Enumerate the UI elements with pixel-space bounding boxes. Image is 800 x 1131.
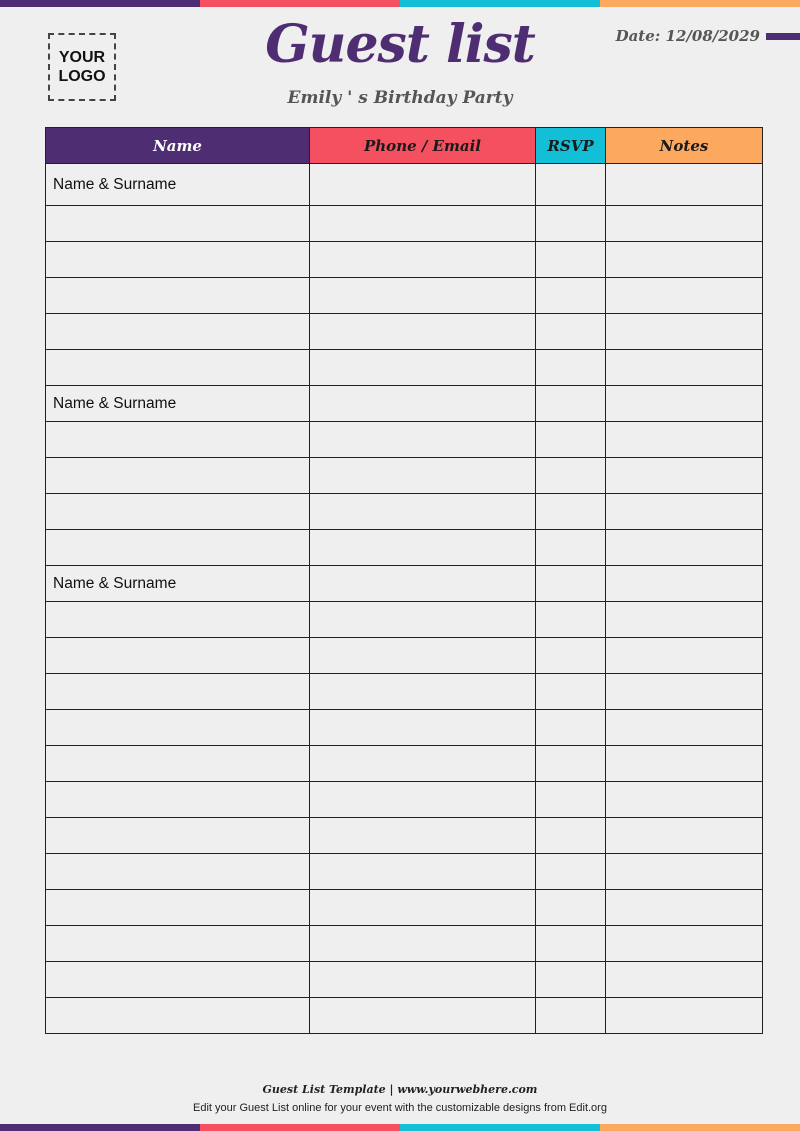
page-title: Guest list <box>265 14 535 75</box>
cell-notes[interactable] <box>606 494 763 530</box>
table-row <box>46 710 763 746</box>
cell-name[interactable] <box>46 530 310 566</box>
cell-rsvp[interactable] <box>536 746 606 782</box>
table-row <box>46 854 763 890</box>
cell-name[interactable] <box>46 962 310 998</box>
cell-name[interactable] <box>46 458 310 494</box>
header-notes: Notes <box>606 128 763 164</box>
cell-phone-email[interactable] <box>310 890 536 926</box>
bottom-color-stripe <box>0 1124 800 1131</box>
cell-notes[interactable] <box>606 350 763 386</box>
cell-name[interactable] <box>46 854 310 890</box>
table-row <box>46 278 763 314</box>
cell-name[interactable] <box>46 998 310 1034</box>
header-row <box>46 128 763 164</box>
cell-phone-email[interactable] <box>310 782 536 818</box>
table-row <box>46 926 763 962</box>
date-accent-bar <box>766 33 800 40</box>
cell-notes[interactable] <box>606 890 763 926</box>
cell-name[interactable] <box>46 422 310 458</box>
cell-rsvp[interactable] <box>536 242 606 278</box>
cell-phone-email[interactable] <box>310 242 536 278</box>
cell-phone-email[interactable] <box>310 710 536 746</box>
cell-name[interactable] <box>46 314 310 350</box>
logo-line-1: YOUR <box>58 49 106 66</box>
cell-name[interactable]: Name & Surname <box>46 566 310 602</box>
cell-name[interactable] <box>46 710 310 746</box>
cell-name[interactable] <box>46 602 310 638</box>
cell-rsvp[interactable] <box>536 386 606 422</box>
cell-name[interactable] <box>46 242 310 278</box>
table-row <box>46 458 763 494</box>
cell-name[interactable] <box>46 746 310 782</box>
table-row <box>46 530 763 566</box>
header-rsvp: RSVP <box>536 128 606 164</box>
stripe-cyan <box>400 0 600 7</box>
cell-rsvp[interactable] <box>536 278 606 314</box>
cell-notes[interactable] <box>606 566 763 602</box>
table-row <box>46 206 763 242</box>
cell-notes[interactable] <box>606 674 763 710</box>
cell-notes[interactable] <box>606 458 763 494</box>
cell-rsvp[interactable] <box>536 926 606 962</box>
footer-template-line: Guest List Template | www.yourwebhere.com <box>262 1083 538 1096</box>
cell-notes[interactable] <box>606 998 763 1034</box>
cell-notes[interactable] <box>606 926 763 962</box>
cell-notes[interactable] <box>606 962 763 998</box>
logo-line-2: LOGO <box>58 68 106 85</box>
cell-phone-email[interactable] <box>310 962 536 998</box>
cell-notes[interactable] <box>606 638 763 674</box>
cell-notes[interactable] <box>606 854 763 890</box>
cell-phone-email[interactable] <box>310 998 536 1034</box>
table-row <box>46 566 763 602</box>
stripe-orange <box>600 1124 800 1131</box>
cell-notes[interactable] <box>606 782 763 818</box>
cell-phone-email[interactable] <box>310 602 536 638</box>
cell-name[interactable] <box>46 674 310 710</box>
table-row <box>46 386 763 422</box>
cell-notes[interactable] <box>606 710 763 746</box>
cell-phone-email[interactable] <box>310 278 536 314</box>
cell-notes[interactable] <box>606 314 763 350</box>
cell-phone-email[interactable] <box>310 818 536 854</box>
cell-rsvp[interactable] <box>536 638 606 674</box>
cell-rsvp[interactable] <box>536 674 606 710</box>
cell-notes[interactable] <box>606 530 763 566</box>
table-row <box>46 746 763 782</box>
cell-phone-email[interactable] <box>310 566 536 602</box>
table-row <box>46 314 763 350</box>
cell-notes[interactable] <box>606 206 763 242</box>
cell-rsvp[interactable] <box>536 314 606 350</box>
cell-name[interactable] <box>46 278 310 314</box>
cell-phone-email[interactable] <box>310 422 536 458</box>
cell-rsvp[interactable] <box>536 854 606 890</box>
cell-phone-email[interactable] <box>310 638 536 674</box>
cell-name[interactable] <box>46 350 310 386</box>
table-row <box>46 674 763 710</box>
cell-name[interactable] <box>46 782 310 818</box>
cell-rsvp[interactable] <box>536 602 606 638</box>
cell-notes[interactable] <box>606 242 763 278</box>
cell-name[interactable] <box>46 926 310 962</box>
stripe-purple <box>0 0 200 7</box>
cell-rsvp[interactable] <box>536 962 606 998</box>
table-row <box>46 350 763 386</box>
date-block <box>616 27 800 45</box>
cell-rsvp[interactable] <box>536 710 606 746</box>
cell-notes[interactable] <box>606 422 763 458</box>
table-row <box>46 782 763 818</box>
cell-rsvp[interactable] <box>536 530 606 566</box>
table-row <box>46 638 763 674</box>
table-row <box>46 164 763 206</box>
cell-rsvp[interactable] <box>536 566 606 602</box>
cell-name[interactable] <box>46 206 310 242</box>
cell-rsvp[interactable] <box>536 422 606 458</box>
page-subtitle: Emily ' s Birthday Party <box>287 88 513 108</box>
cell-phone-email[interactable] <box>310 458 536 494</box>
cell-phone-email[interactable] <box>310 926 536 962</box>
cell-notes[interactable] <box>606 386 763 422</box>
stripe-red <box>200 1124 400 1131</box>
cell-rsvp[interactable] <box>536 890 606 926</box>
cell-phone-email[interactable] <box>310 314 536 350</box>
cell-name[interactable] <box>46 494 310 530</box>
cell-name[interactable] <box>46 818 310 854</box>
table-row <box>46 890 763 926</box>
cell-notes[interactable] <box>606 278 763 314</box>
date-text: Date: 12/08/2029 <box>615 27 760 45</box>
cell-phone-email[interactable] <box>310 206 536 242</box>
cell-name[interactable] <box>46 638 310 674</box>
table-row <box>46 998 763 1034</box>
table-row <box>46 962 763 998</box>
header-phone-email: Phone / Email <box>310 128 536 164</box>
cell-rsvp[interactable] <box>536 164 606 206</box>
cell-phone-email[interactable] <box>310 530 536 566</box>
cell-notes[interactable] <box>606 746 763 782</box>
stripe-cyan <box>400 1124 600 1131</box>
table-row <box>46 494 763 530</box>
cell-rsvp[interactable] <box>536 206 606 242</box>
cell-notes[interactable] <box>606 164 763 206</box>
cell-name[interactable]: Name & Surname <box>46 386 310 422</box>
table-row <box>46 602 763 638</box>
cell-notes[interactable] <box>606 818 763 854</box>
cell-phone-email[interactable] <box>310 854 536 890</box>
cell-rsvp[interactable] <box>536 782 606 818</box>
table-row <box>46 242 763 278</box>
header-name: Name <box>46 128 310 164</box>
cell-phone-email[interactable] <box>310 164 536 206</box>
cell-name[interactable] <box>46 890 310 926</box>
table-row <box>46 818 763 854</box>
cell-phone-email[interactable] <box>310 746 536 782</box>
cell-rsvp[interactable] <box>536 494 606 530</box>
cell-phone-email[interactable] <box>310 350 536 386</box>
top-color-stripe <box>0 0 800 7</box>
cell-name[interactable]: Name & Surname <box>46 164 310 206</box>
footer-edit-line: Edit your Guest List online for your event with the customizable designs from Edit.org <box>193 1102 607 1114</box>
cell-rsvp[interactable] <box>536 998 606 1034</box>
cell-rsvp[interactable] <box>536 350 606 386</box>
cell-rsvp[interactable] <box>536 458 606 494</box>
cell-notes[interactable] <box>606 602 763 638</box>
table-row <box>46 422 763 458</box>
stripe-orange <box>600 0 800 7</box>
cell-phone-email[interactable] <box>310 494 536 530</box>
cell-rsvp[interactable] <box>536 818 606 854</box>
cell-phone-email[interactable] <box>310 386 536 422</box>
guest-table <box>45 127 763 1034</box>
cell-phone-email[interactable] <box>310 674 536 710</box>
stripe-red <box>200 0 400 7</box>
stripe-purple <box>0 1124 200 1131</box>
